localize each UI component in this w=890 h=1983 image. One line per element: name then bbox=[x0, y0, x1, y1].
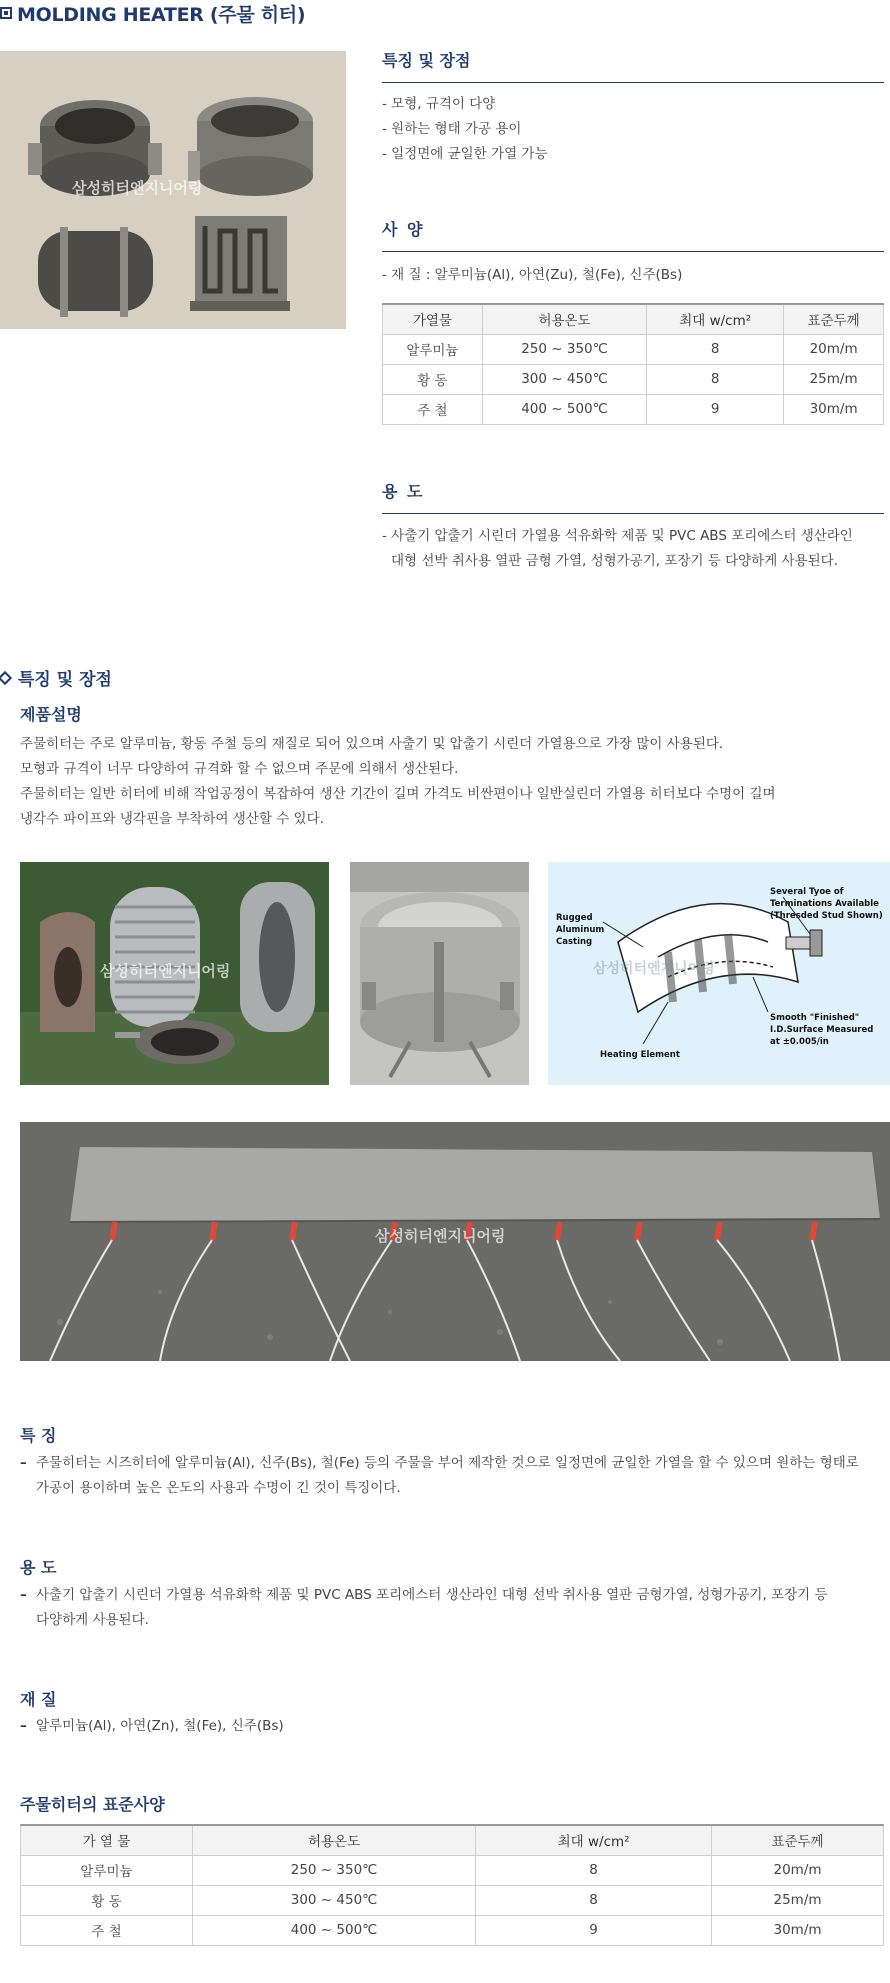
photo-aluminum-ring bbox=[350, 862, 529, 1085]
feature-title: 특 징 bbox=[20, 1426, 57, 1445]
diagram-label-heating: Heating Element bbox=[600, 1050, 680, 1060]
usage-line: - 사출기 압출기 시린더 가열용 석유화학 제품 및 PVC ABS 포리에스터 생산라인 bbox=[382, 528, 853, 544]
material-item: – 알루미늄(Al), 아연(Zn), 철(Fe), 신주(Bs) bbox=[20, 1714, 284, 1739]
usage2-item: – 사출기 압출기 시린더 가열용 석유화학 제품 및 PVC ABS 포리에스터 생산라인 대형 선박 취사용 열판 금형가열, 성형가공기, 포장기 등 bbox=[20, 1583, 880, 1608]
diagram-label-casting: Rugged Aluminum Casting bbox=[556, 913, 605, 947]
spec-title: 사 양 bbox=[382, 220, 425, 239]
table-cell: 250 ~ 350℃ bbox=[482, 334, 646, 364]
usage-title: 용 도 bbox=[382, 482, 425, 501]
table-header-row bbox=[21, 1825, 884, 1855]
desc-line: 주물히터는 일반 히터에 비해 작업공정이 복잡하여 생산 기간이 길며 가격도 비싼편이나 일반실린더 가열용 히터보다 수명이 길며 bbox=[20, 786, 776, 802]
table-cell: 25m/m bbox=[784, 364, 884, 394]
dash-icon: – bbox=[20, 1455, 27, 1471]
table-cell: 300 ~ 450℃ bbox=[192, 1885, 475, 1915]
table-cell: 30m/m bbox=[784, 394, 884, 424]
table-row bbox=[21, 1855, 884, 1885]
table-cell: 황 동 bbox=[21, 1885, 193, 1915]
table-cell: 20m/m bbox=[712, 1855, 884, 1885]
table-row bbox=[383, 394, 884, 424]
table-cell: 8 bbox=[647, 334, 784, 364]
table-header-cell: 최대 w/cm² bbox=[476, 1825, 712, 1855]
table-cell: 250 ~ 350℃ bbox=[192, 1855, 475, 1885]
page-title-bar bbox=[0, 0, 305, 26]
table-cell: 9 bbox=[476, 1915, 712, 1945]
table-row bbox=[383, 364, 884, 394]
table-cell: 20m/m bbox=[784, 334, 884, 364]
desc-paragraph bbox=[20, 732, 776, 832]
table-header-cell: 가열물 bbox=[383, 304, 483, 334]
desc-line: 주물히터는 주로 알루미늄, 황동 주철 등의 재질로 되어 있으며 사출기 및 압출기 시린더 가열용으로 가장 많이 사용된다. bbox=[20, 736, 724, 752]
diamond-bullet-icon bbox=[0, 670, 12, 684]
features-item: - 모형, 규격이 다양 bbox=[382, 96, 496, 112]
table-cell: 8 bbox=[647, 364, 784, 394]
dash-icon: – bbox=[20, 1718, 27, 1734]
features-list bbox=[382, 92, 548, 167]
table-cell: 9 bbox=[647, 394, 784, 424]
photo-green-heaters bbox=[20, 862, 329, 1085]
table-header-row bbox=[383, 304, 884, 334]
spec-material: - 재 질 : 알루미늄(Al), 아연(Zu), 철(Fe), 신주(Bs) bbox=[382, 267, 683, 283]
usage-lines bbox=[382, 524, 853, 574]
photo-plate-heater bbox=[20, 1122, 890, 1361]
dash-icon: – bbox=[20, 1587, 27, 1603]
std-spec-title: 주물히터의 표준사양 bbox=[20, 1795, 165, 1814]
watermark-text: 삼성히터엔지니어링 bbox=[593, 961, 715, 977]
usage-line: 대형 선박 취사용 열판 금형 가열, 성형가공기, 포장기 등 다양하게 사용된다. bbox=[391, 553, 839, 569]
desc-title: 제품설명 bbox=[20, 705, 82, 724]
watermark-text: 삼성히터엔지니어링 bbox=[375, 1227, 506, 1245]
table-cell: 30m/m bbox=[712, 1915, 884, 1945]
features-rule bbox=[382, 82, 884, 83]
spec-rule bbox=[382, 251, 884, 252]
table-cell: 황 동 bbox=[383, 364, 483, 394]
diagram-label-terminations: Several Tyoe of Terminations Available (Thresded Stud Shown) bbox=[770, 887, 883, 921]
table-cell: 알루미늄 bbox=[21, 1855, 193, 1885]
watermark-text: 삼성히터엔지니어링 bbox=[100, 962, 231, 980]
table-header-cell: 허용온도 bbox=[482, 304, 646, 334]
table-cell: 8 bbox=[476, 1885, 712, 1915]
table-row bbox=[21, 1885, 884, 1915]
features-item: - 일정면에 균일한 가열 가능 bbox=[382, 146, 548, 162]
desc-line: 냉각수 파이프와 냉각핀을 부착하여 생산할 수 있다. bbox=[20, 811, 324, 827]
table-row bbox=[21, 1915, 884, 1945]
usage2-item-cont: 다양하게 사용된다. bbox=[36, 1612, 149, 1628]
table-header-cell: 표준두께 bbox=[712, 1825, 884, 1855]
feature-list bbox=[20, 1451, 880, 1501]
table-cell: 주 철 bbox=[383, 394, 483, 424]
material-title: 재 질 bbox=[20, 1690, 57, 1709]
desc-line: 모형과 규격이 너무 다양하여 규격화 할 수 없으며 주문에 의해서 생산된다. bbox=[20, 761, 459, 777]
feature-item-cont: 가공이 용이하며 높은 온도의 사용과 수명이 긴 것이 특징이다. bbox=[36, 1480, 401, 1496]
table-header-cell: 최대 w/cm² bbox=[647, 304, 784, 334]
table-header-cell: 허용온도 bbox=[192, 1825, 475, 1855]
table-header-cell: 가 열 물 bbox=[21, 1825, 193, 1855]
spec-table bbox=[382, 303, 884, 425]
features-item: - 원하는 형태 가공 용이 bbox=[382, 121, 522, 137]
usage2-title: 용 도 bbox=[20, 1558, 57, 1577]
square-bullet-icon bbox=[0, 7, 12, 19]
std-spec-table bbox=[20, 1824, 884, 1946]
feature-item: – 주물히터는 시즈히터에 알루미늄(Al), 신주(Bs), 철(Fe) 등의 주물을 부어 제작한 것으로 일정면에 균일한 가열을 할 수 있으며 원하는 형태로 bbox=[20, 1451, 880, 1476]
table-cell: 300 ~ 450℃ bbox=[482, 364, 646, 394]
diagram-cast-heater bbox=[548, 862, 890, 1085]
usage2-list bbox=[20, 1583, 880, 1633]
material-list bbox=[20, 1714, 284, 1739]
table-cell: 주 철 bbox=[21, 1915, 193, 1945]
table-row bbox=[383, 334, 884, 364]
table-cell: 25m/m bbox=[712, 1885, 884, 1915]
table-cell: 400 ~ 500℃ bbox=[192, 1915, 475, 1945]
diagram-label-surface: Smooth "Finished" I.D.Surface Measured at ±0.005/in bbox=[770, 1013, 874, 1047]
section2-title: 특징 및 장점 bbox=[18, 670, 112, 690]
usage-rule bbox=[382, 513, 884, 514]
table-cell: 400 ~ 500℃ bbox=[482, 394, 646, 424]
page-title: MOLDING HEATER (주물 히터) bbox=[17, 3, 306, 26]
product-photo-heaters bbox=[0, 51, 346, 329]
table-cell: 알루미늄 bbox=[383, 334, 483, 364]
table-cell: 8 bbox=[476, 1855, 712, 1885]
features-title: 특징 및 장점 bbox=[382, 51, 471, 70]
watermark-text: 삼성히터엔지니어링 bbox=[72, 179, 203, 197]
table-header-cell: 표준두께 bbox=[784, 304, 884, 334]
section2-title-bar bbox=[0, 665, 112, 690]
